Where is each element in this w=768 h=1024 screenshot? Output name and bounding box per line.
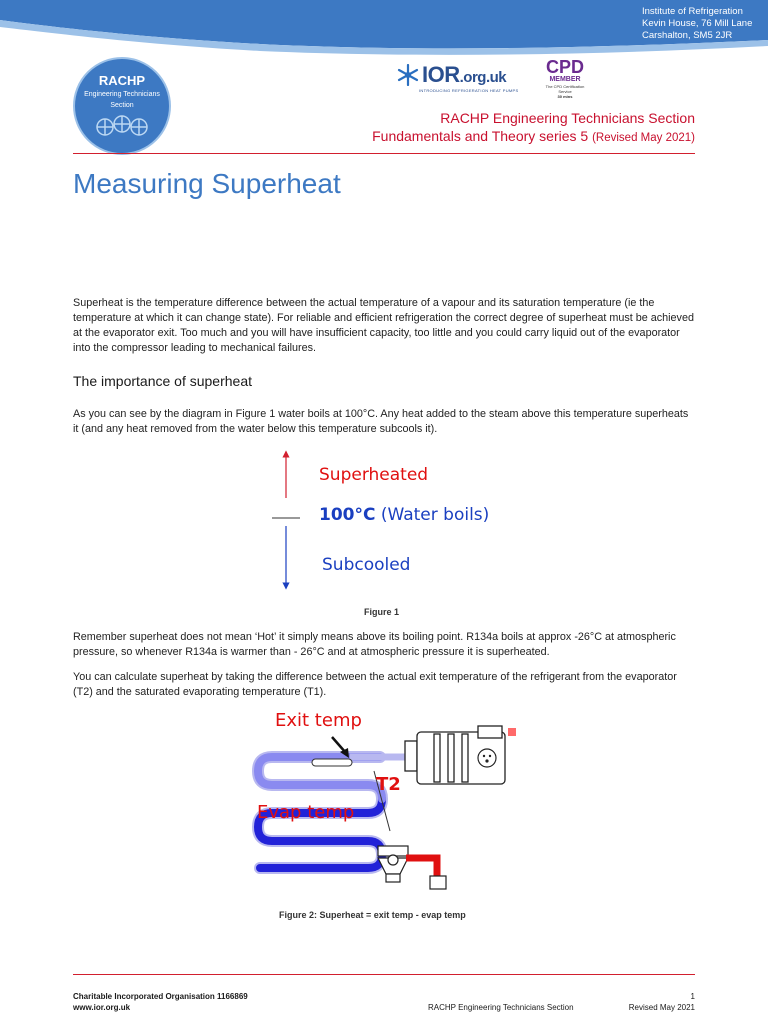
figure-1-caption: Figure 1 [364, 607, 400, 617]
footer-divider [73, 974, 695, 975]
series-line-2 [372, 128, 695, 144]
snowflake-cluster-icon [87, 112, 157, 142]
figure-1 [260, 448, 560, 593]
footer-revised: Revised May 2021 [628, 1003, 695, 1012]
subcooled-label: Subcooled [322, 555, 411, 575]
boiling-point-label: 100°C (Water boils) [319, 505, 490, 525]
address-line: Kevin House, 76 Mill Lane [642, 18, 753, 29]
paragraph: You can calculate superheat by taking the difference between the actual exit temperature of the refrigerant from the evaporator (T2) and the saturated evaporating temperature (T1). [73, 671, 677, 698]
evaporator-diagram [250, 708, 520, 893]
paragraph: As you can see by the diagram in Figure 1 water boils at 100°C. Any heat added to the steam above this temperature superheats it (and any heat removed from the water below this temperature subcools it). [73, 408, 689, 435]
address-line: Institute of Refrigeration [642, 6, 743, 17]
t2-label: T2 [376, 774, 401, 795]
section-heading: The importance of superheat [73, 373, 252, 389]
header-divider [73, 153, 695, 154]
figure-2 [250, 708, 520, 893]
footer-section: RACHP Engineering Technicians Section [428, 1003, 574, 1012]
badge-subtitle: Engineering Technicians [84, 91, 160, 98]
paragraph: Remember superheat does not mean ‘Hot’ it simply means above its boiling point. R134a boils at approx -26°C at atmospheric pressure, so whenever R134a is warmer than - 26°C and at atmospheric pressure it is superheated. [73, 631, 676, 658]
ior-tagline: INTRODUCING REFRIGERATION HEAT PUMPS [419, 88, 519, 93]
ior-name: IOR.org.uk [422, 62, 507, 87]
cpd-member: MEMBER [549, 76, 581, 83]
figure-2-caption: Figure 2: Superheat = exit temp - evap temp [279, 910, 466, 920]
cpd-member-logo [541, 58, 589, 99]
superheated-label: Superheated [319, 465, 429, 485]
cpd-mins: 30 mins [557, 94, 573, 99]
address-block [642, 6, 752, 42]
exit-temp-label: Exit temp [275, 710, 362, 731]
cpd-title: CPD [545, 57, 584, 77]
rachp-badge [73, 57, 171, 155]
footer-page-number: 1 [690, 992, 695, 1001]
series-line-1: RACHP Engineering Technicians Section [440, 110, 695, 126]
address-line: Carshalton, SM5 2JR [642, 30, 733, 41]
footer-website: www.ior.org.uk [73, 1003, 131, 1012]
cpd-service: The CPD Certification Service [545, 84, 585, 94]
page-title: Measuring Superheat [73, 168, 341, 199]
footer-charity: Charitable Incorporated Organisation 1166869 [73, 992, 248, 1001]
series-name: Fundamentals and Theory series 5 [372, 128, 589, 144]
badge-subtitle: Section [110, 102, 134, 109]
series-revised: (Revised May 2021) [592, 132, 695, 144]
snowflake-icon [397, 64, 419, 86]
evap-temp-label: Evap temp [257, 802, 355, 823]
ior-logo [397, 62, 519, 93]
intro-paragraph: Superheat is the temperature difference between the actual temperature of a vapour and its saturation temperature (ie the temperature at which it can change state). For reliable and efficient refrigeration the correct degree of superheat must be achieved at the evaporator exit. Too much and you will have insufficient capacity, too little and you could carry liquid out of the evaporator into the compressor leading to mechanical failures. [73, 297, 694, 354]
badge-title: RACHP [98, 73, 146, 88]
